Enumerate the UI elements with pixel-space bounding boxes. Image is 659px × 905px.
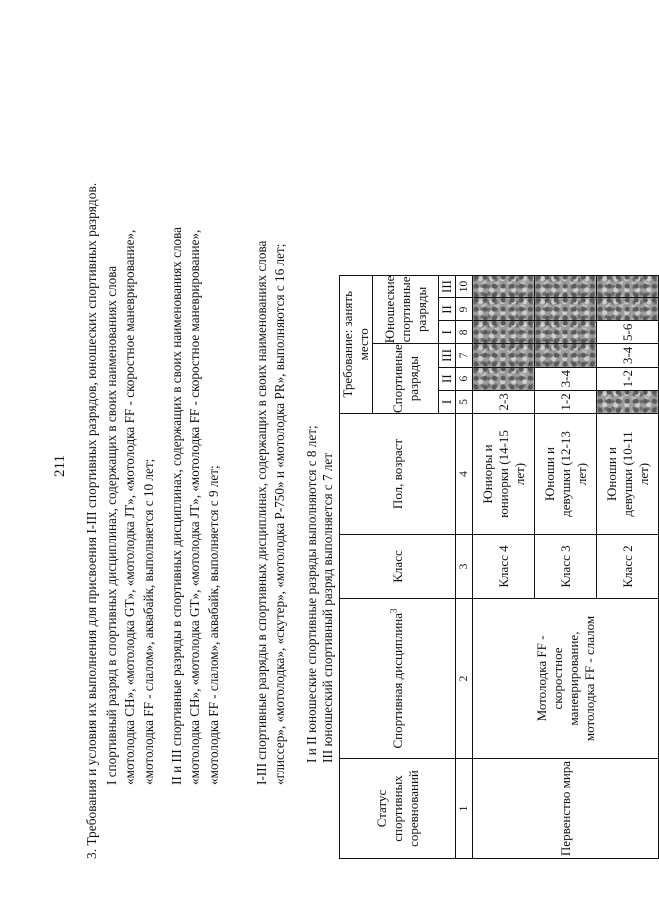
place-cell-shaded	[473, 344, 535, 367]
place-cell-shaded	[597, 390, 659, 413]
age-cell: Юноши и девушки (12-13 лет)	[535, 414, 597, 535]
header-youth-ranks: Юношеские спортивные разряды	[373, 275, 439, 344]
class-cell: Класс 3	[535, 535, 597, 599]
paragraph-line: «мотолодка СН», «мотолодка GT», «мотолодка JT», «мотолодка FF - скоростное маневрирование»,	[187, 229, 203, 785]
page-number: 211	[52, 455, 68, 477]
rank-label: III	[439, 275, 456, 298]
paragraph-rank-2-3	[168, 227, 223, 785]
rank-label: II	[439, 298, 456, 321]
header-requirement: Требование: занять место	[340, 275, 373, 413]
rank-label: II	[439, 367, 456, 390]
place-cell-shaded	[473, 275, 535, 298]
header-discipline-text: Спортивная дисциплина	[389, 612, 405, 749]
place-cell: 5-6	[597, 321, 659, 344]
class-cell: Класс 2	[597, 535, 659, 599]
class-cell: Класс 4	[473, 535, 535, 599]
column-number: 9	[456, 298, 473, 321]
rank-label: III	[439, 344, 456, 367]
place-cell: 1-2	[535, 390, 597, 413]
place-cell: 3-4	[535, 367, 597, 390]
status-cell: Первенство мира	[473, 759, 659, 859]
place-cell-shaded	[535, 344, 597, 367]
place-cell-shaded	[473, 367, 535, 390]
place-cell-shaded	[597, 298, 659, 321]
place-cell-shaded	[535, 298, 597, 321]
paragraph-line: «мотолодка FF - слалом», аквабайк, выполняется с 9 лет;	[205, 465, 221, 785]
column-number: 8	[456, 321, 473, 344]
place-cell-shaded	[473, 298, 535, 321]
place-cell-shaded	[597, 275, 659, 298]
place-cell: 3-4	[597, 344, 659, 367]
column-number: 7	[456, 344, 473, 367]
header-gender-age: Пол, возраст	[340, 414, 456, 535]
column-number: 2	[456, 599, 473, 759]
note-youth-1-2: I и II юношеские спортивные разряды выполняются с 8 лет;	[304, 425, 319, 763]
age-cell: Юниоры и юниорки (14-15 лет)	[473, 414, 535, 535]
requirements-table	[339, 275, 659, 859]
place-cell-shaded	[535, 275, 597, 298]
paragraph-line: II и III спортивные разряды в спортивных дисциплинах, содержащих в своих наименованиях слова	[169, 226, 184, 785]
column-number: 5	[456, 390, 473, 413]
paragraph-line: I-III спортивные разряды в спортивных дисциплинах, содержащих в своих наименованиях слова	[254, 240, 269, 785]
column-number: 3	[456, 535, 473, 599]
header-status: Статус спортивных соревнований	[340, 759, 456, 859]
place-cell-shaded	[535, 321, 597, 344]
section-heading: 3. Требования и условия их выполнения для присвоения I-III спортивных разрядов, юношеских спортивных разрядов.	[84, 182, 99, 859]
paragraph-line: «мотолодка FF - слалом», аквабайк, выполняется с 10 лет;	[140, 458, 156, 785]
place-cell: 1-2	[597, 367, 659, 390]
column-number: 4	[456, 414, 473, 535]
footnote-mark: 3	[388, 608, 399, 613]
column-number: 6	[456, 367, 473, 390]
column-number: 10	[456, 275, 473, 298]
paragraph-line: «глиссер», «мотолодка», «скутер», «мотолодка Р-750» и «мотолодка PR», выполняются с 16 лет;	[272, 243, 288, 785]
column-number: 1	[456, 759, 473, 859]
header-discipline	[340, 599, 456, 759]
paragraph-rank-1-3	[253, 241, 290, 785]
note-youth-3: III юношеский спортивный разряд выполняется с 7 лет	[320, 452, 335, 763]
paragraph-line: «мотолодка СН», «мотолодка GT», «мотолодка JT», «мотолодка FF - скоростное маневрирование»,	[122, 229, 138, 785]
rank-label: I	[439, 390, 456, 413]
header-sport-ranks: Спортивные разряды	[373, 344, 439, 414]
place-cell: 2-3	[473, 390, 535, 413]
header-class: Класс	[340, 535, 456, 599]
age-cell: Юноши и девушки (10-11 лет)	[597, 414, 659, 535]
rank-label: I	[439, 321, 456, 344]
discipline-cell: Мотолодка FF - скоростное маневрирование, мотолодка FF - слалом	[473, 599, 659, 759]
place-cell-shaded	[473, 321, 535, 344]
paragraph-line: I спортивный разряд в спортивных дисциплинах, содержащих в своих наименованиях слова	[104, 265, 119, 785]
paragraph-rank-1	[103, 230, 158, 785]
